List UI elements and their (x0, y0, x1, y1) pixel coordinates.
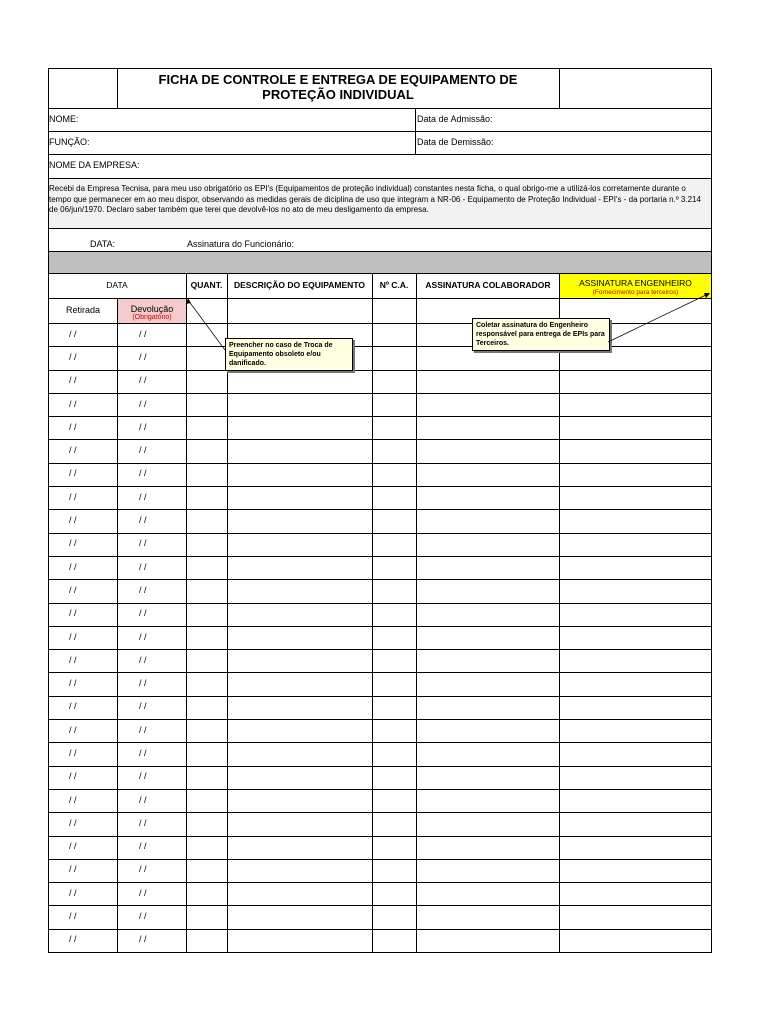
col-header-data: DATA (106, 280, 128, 290)
devolucao-date-cell[interactable]: / / (139, 468, 147, 478)
col-header-assinatura-colaborador: ASSINATURA COLABORADOR (425, 280, 551, 290)
devolucao-date-cell[interactable]: / / (139, 538, 147, 548)
nome-empresa-label: NOME DA EMPRESA: (49, 160, 140, 170)
retirada-date-cell[interactable]: / / (69, 818, 77, 828)
note-engenheiro: Coletar assinatura do Engenheiro responsável para entrega de EPIs para Terceiros. (472, 318, 610, 351)
declaration-text: Recebi da Empresa Tecnisa, para meu uso obrigatório os EPI's (Equipamentos de proteção individual) constantes nesta ficha, o qual obrigo-me a utilizá-los corretamente durante o tempo que permanecer em ao meu dispor, observando as medidas gerais de diciplina de uso que integram a NR-06 - Equipamento de Proteção Individual - EPI's - da portaria n.º 3.214 de 06/jun/1970. Declaro saber também que terei que devolvê-los no ato de meu desligamento da empresa. (49, 184, 701, 214)
devolucao-date-cell[interactable]: / / (139, 841, 147, 851)
form-title-line1: FICHA DE CONTROLE E ENTREGA DE EQUIPAMENTO DE (158, 72, 518, 87)
devolucao-date-cell[interactable]: / / (139, 375, 147, 385)
subheader-devolucao-note: (Obrigatório) (132, 314, 172, 321)
retirada-date-cell[interactable]: / / (69, 841, 77, 851)
col-header-ca: Nº C.A. (379, 280, 409, 290)
devolucao-date-cell[interactable]: / / (139, 818, 147, 828)
retirada-date-cell[interactable]: / / (69, 795, 77, 805)
retirada-date-cell[interactable]: / / (69, 725, 77, 735)
devolucao-date-cell[interactable]: / / (139, 911, 147, 921)
devolucao-date-cell[interactable]: / / (139, 725, 147, 735)
employee-signature-label: Assinatura do Funcionário: (187, 239, 295, 249)
col-header-assinatura-engenheiro: ASSINATURA ENGENHEIRO (579, 278, 692, 288)
devolucao-date-cell[interactable]: / / (139, 934, 147, 944)
col-header-descricao: DESCRIÇÃO DO EQUIPAMENTO (234, 280, 365, 290)
retirada-date-cell[interactable]: / / (69, 864, 77, 874)
note-troca-arrow (188, 300, 225, 350)
retirada-date-cell[interactable]: / / (69, 748, 77, 758)
subheader-retirada: Retirada (65, 305, 101, 315)
data-demissao-label: Data de Demissão: (417, 137, 494, 147)
retirada-date-cell[interactable]: / / (69, 585, 77, 595)
retirada-date-cell[interactable]: / / (69, 562, 77, 572)
devolucao-date-cell[interactable]: / / (139, 515, 147, 525)
retirada-date-cell[interactable]: / / (69, 678, 77, 688)
retirada-date-cell[interactable]: / / (69, 515, 77, 525)
devolucao-date-cell[interactable]: / / (139, 701, 147, 711)
note-troca-equipamento: Preencher no caso de Troca de Equipamento obsoleto e/ou danificado. (225, 338, 353, 371)
col-header-quant: QUANT. (190, 280, 223, 290)
retirada-date-cell[interactable]: / / (69, 888, 77, 898)
devolucao-date-cell[interactable]: / / (139, 562, 147, 572)
funcao-label: FUNÇÃO: (49, 137, 90, 147)
retirada-date-cell[interactable]: / / (69, 701, 77, 711)
devolucao-date-cell[interactable]: / / (139, 445, 147, 455)
devolucao-date-cell[interactable]: / / (139, 748, 147, 758)
devolucao-date-cell[interactable]: / / (139, 864, 147, 874)
devolucao-date-cell[interactable]: / / (139, 422, 147, 432)
devolucao-date-cell[interactable]: / / (139, 888, 147, 898)
retirada-date-cell[interactable]: / / (69, 608, 77, 618)
retirada-date-cell[interactable]: / / (69, 352, 77, 362)
data-admissao-label: Data de Admissão: (417, 114, 493, 124)
devolucao-date-cell[interactable]: / / (139, 795, 147, 805)
retirada-date-cell[interactable]: / / (69, 399, 77, 409)
retirada-date-cell[interactable]: / / (69, 445, 77, 455)
retirada-date-cell[interactable]: / / (69, 538, 77, 548)
devolucao-date-cell[interactable]: / / (139, 678, 147, 688)
retirada-date-cell[interactable]: / / (69, 655, 77, 665)
retirada-date-cell[interactable]: / / (69, 329, 77, 339)
devolucao-date-cell[interactable]: / / (139, 585, 147, 595)
devolucao-date-cell[interactable]: / / (139, 352, 147, 362)
devolucao-date-cell[interactable]: / / (139, 655, 147, 665)
note-troca-arrowhead (186, 298, 191, 304)
devolucao-date-cell[interactable]: / / (139, 399, 147, 409)
devolucao-date-cell[interactable]: / / (139, 771, 147, 781)
subheader-devolucao: Devolução (130, 304, 174, 314)
devolucao-date-cell[interactable]: / / (139, 492, 147, 502)
devolucao-date-cell[interactable]: / / (139, 329, 147, 339)
retirada-date-cell[interactable]: / / (69, 492, 77, 502)
retirada-date-cell[interactable]: / / (69, 422, 77, 432)
retirada-date-cell[interactable]: / / (69, 934, 77, 944)
retirada-date-cell[interactable]: / / (69, 771, 77, 781)
retirada-date-cell[interactable]: / / (69, 375, 77, 385)
devolucao-date-cell[interactable]: / / (139, 608, 147, 618)
form-title-line2: PROTEÇÃO INDIVIDUAL (262, 87, 414, 102)
note-engenheiro-arrow (608, 294, 708, 342)
devolucao-date-cell[interactable]: / / (139, 632, 147, 642)
retirada-date-cell[interactable]: / / (69, 632, 77, 642)
retirada-date-cell[interactable]: / / (69, 468, 77, 478)
col-header-engenheiro-subtitle: (Fornecimento para terceiros) (592, 289, 679, 296)
retirada-date-cell[interactable]: / / (69, 911, 77, 921)
signature-date-label: DATA: (90, 239, 116, 249)
nome-label: NOME: (49, 114, 79, 124)
